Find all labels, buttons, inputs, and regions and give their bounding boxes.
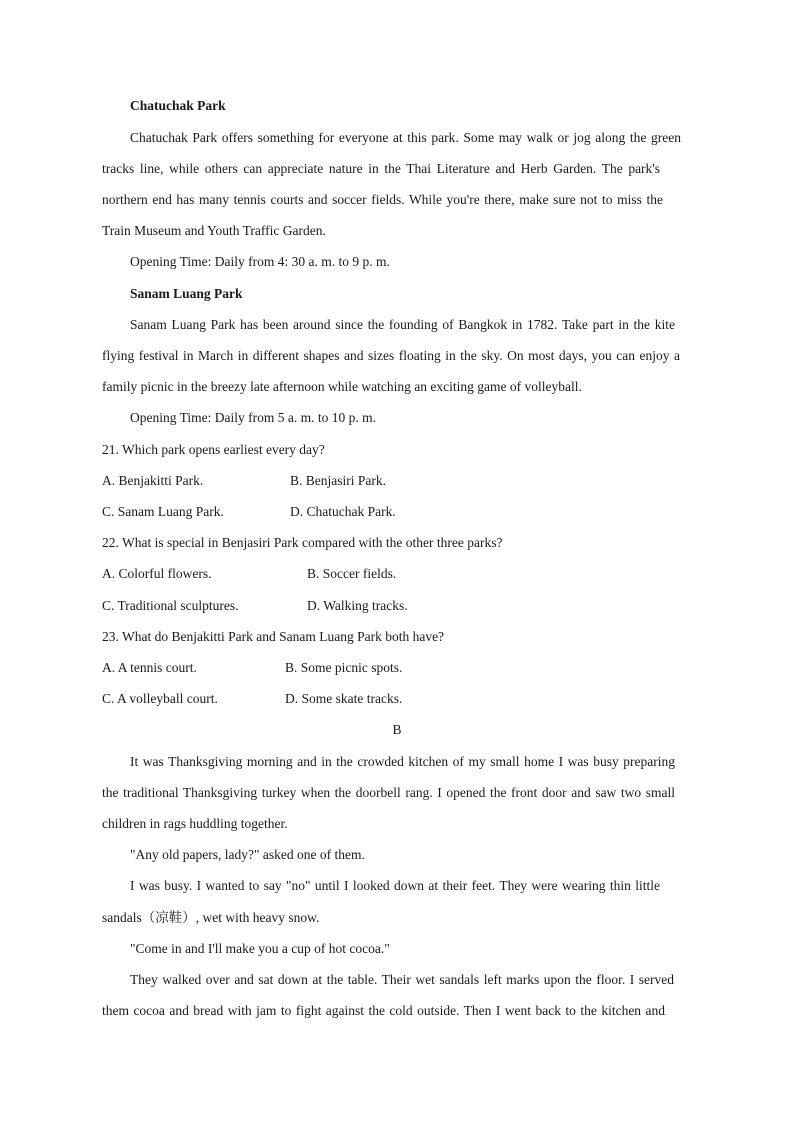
story-line-5: I was busy. I wanted to say "no" until I looked down at their feet. They were wearing thin little	[130, 878, 660, 893]
sanam-line-2: flying festival in March in different shapes and sizes floating in the sky. On most days, you can enjoy a	[102, 348, 680, 363]
question-22-option-c: C. Traditional sculptures.	[102, 598, 239, 613]
sanam-opening-time: Opening Time: Daily from 5 a. m. to 10 p. m.	[130, 410, 376, 425]
question-21-option-c: C. Sanam Luang Park.	[102, 504, 224, 519]
question-22-stem: 22. What is special in Benjasiri Park compared with the other three parks?	[102, 535, 503, 550]
question-21-option-a: A. Benjakitti Park.	[102, 473, 204, 488]
chatuchak-line-4: Train Museum and Youth Traffic Garden.	[102, 223, 326, 238]
section-b-label: B	[392, 722, 402, 737]
sanam-line-3: family picnic in the breezy late afternoon while watching an exciting game of volleyball.	[102, 379, 582, 394]
chatuchak-line-3: northern end has many tennis courts and soccer fields. While you're there, make sure not to miss the	[102, 192, 663, 207]
question-22-option-a: A. Colorful flowers.	[102, 566, 212, 581]
sanam-heading: Sanam Luang Park	[130, 286, 243, 301]
question-23-option-c: C. A volleyball court.	[102, 691, 218, 706]
chatuchak-opening-time: Opening Time: Daily from 4: 30 a. m. to 9 p. m.	[130, 254, 390, 269]
story-line-8: They walked over and sat down at the table. Their wet sandals left marks upon the floor. I served	[130, 972, 674, 987]
sanam-line-1: Sanam Luang Park has been around since the founding of Bangkok in 1782. Take part in the kite	[130, 317, 675, 332]
story-line-1: It was Thanksgiving morning and in the crowded kitchen of my small home I was busy preparing	[130, 754, 675, 769]
story-line-3: children in rags huddling together.	[102, 816, 288, 831]
chatuchak-line-1: Chatuchak Park offers something for everyone at this park. Some may walk or jog along the green	[130, 130, 681, 145]
question-23-option-a: A. A tennis court.	[102, 660, 197, 675]
story-line-2: the traditional Thanksgiving turkey when the doorbell rang. I opened the front door and saw two small	[102, 785, 675, 800]
question-22-option-b: B. Soccer fields.	[307, 566, 397, 581]
question-21-option-d: D. Chatuchak Park.	[290, 504, 396, 519]
question-21-stem: 21. Which park opens earliest every day?	[102, 442, 325, 457]
story-line-7: "Come in and I'll make you a cup of hot cocoa."	[130, 941, 390, 956]
story-line-6: sandals（凉鞋）, wet with heavy snow.	[102, 910, 320, 925]
chatuchak-line-2: tracks line, while others can appreciate nature in the Thai Literature and Herb Garden. The park's	[102, 161, 660, 176]
question-22-option-d: D. Walking tracks.	[307, 598, 408, 613]
question-23-option-b: B. Some picnic spots.	[285, 660, 403, 675]
story-line-4: "Any old papers, lady?" asked one of them.	[130, 847, 365, 862]
question-23-stem: 23. What do Benjakitti Park and Sanam Luang Park both have?	[102, 629, 445, 644]
chatuchak-heading: Chatuchak Park	[130, 98, 226, 113]
question-21-option-b: B. Benjasiri Park.	[290, 473, 386, 488]
story-line-9: them cocoa and bread with jam to fight against the cold outside. Then I went back to the kitchen and	[102, 1003, 665, 1018]
question-23-option-d: D. Some skate tracks.	[285, 691, 403, 706]
